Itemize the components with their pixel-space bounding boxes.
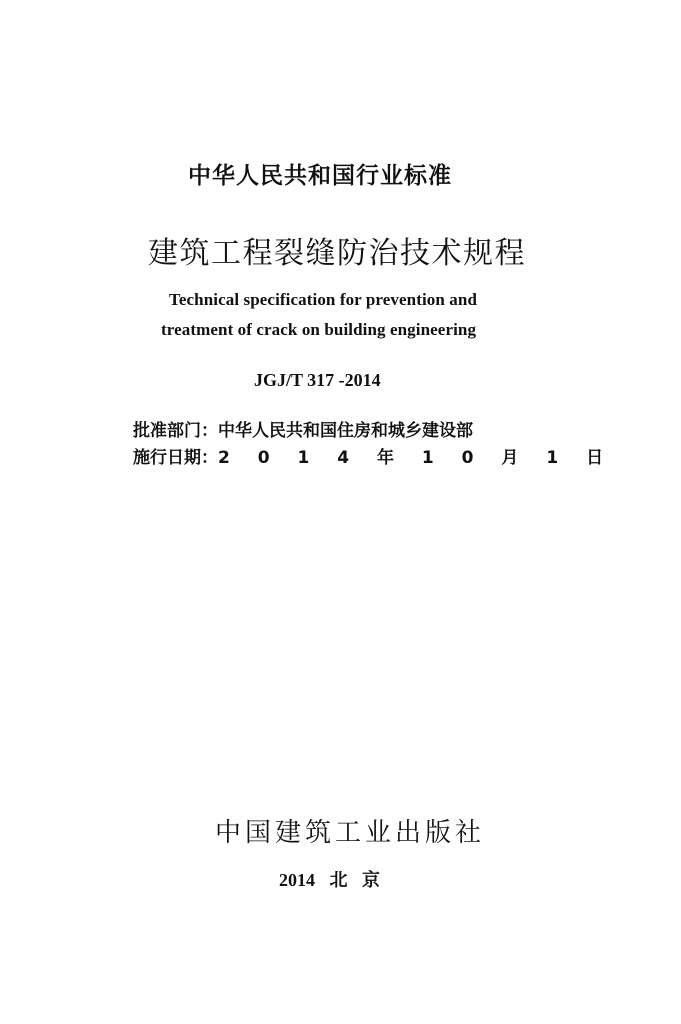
approval-department-value: 中华人民共和国住房和城乡建设部 <box>218 421 473 441</box>
document-title-chinese: 建筑工程裂缝防治技术规程 <box>148 236 526 271</box>
document-title-english-line-1: Technical specification for prevention and <box>169 290 478 309</box>
effective-date-value: 2 0 1 4 年 1 0 月 1 日 <box>218 448 615 468</box>
effective-date-row <box>133 443 614 468</box>
approval-department-row <box>133 416 473 441</box>
publish-year-place: 2014 北 京 <box>279 870 380 890</box>
standard-code: JGJ/T 317 -2014 <box>254 370 381 390</box>
publisher-name: 中国建筑工业出版社 <box>215 818 486 848</box>
approval-department-label: 批准部门： <box>133 421 218 441</box>
industry-standard-heading: 中华人民共和国行业标准 <box>188 163 452 189</box>
document-title-english-line-2: treatment of crack on building engineering <box>161 320 477 339</box>
effective-date-label: 施行日期： <box>133 448 218 468</box>
